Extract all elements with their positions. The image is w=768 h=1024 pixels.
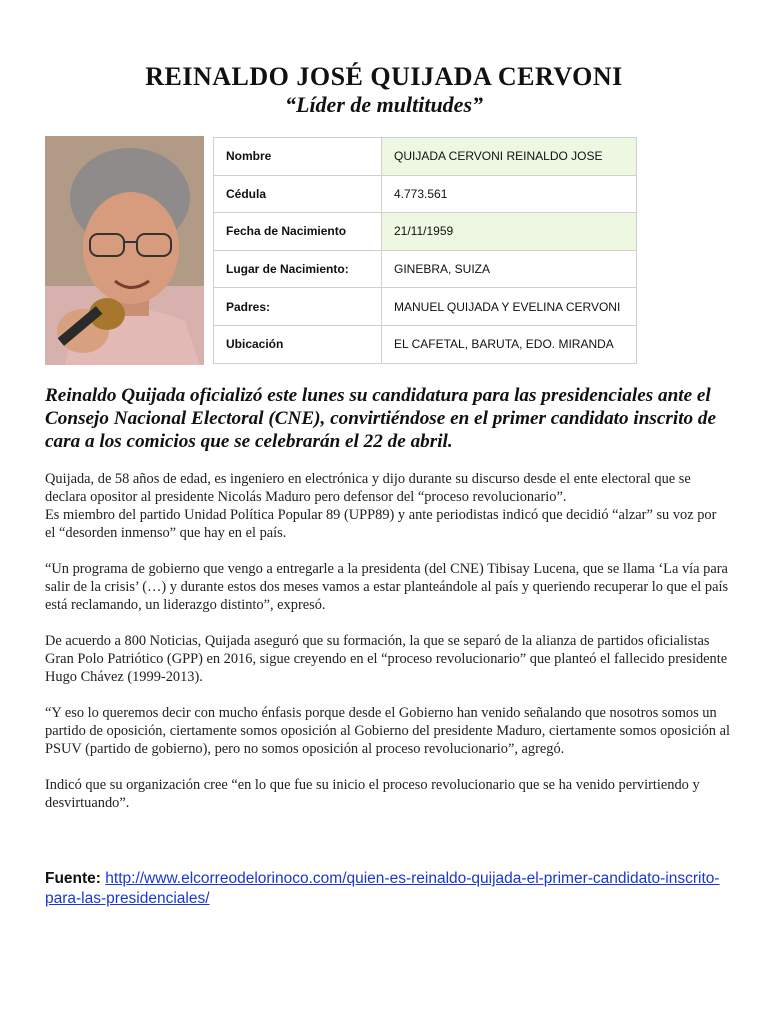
paragraph-text: Quijada, de 58 años de edad, es ingeniero en electrónica y dijo durante su discurso desde el ente electoral que se declara opositor al presidente Nicolás Maduro pero defensor del “proceso revolucionario”. [45, 471, 691, 505]
field-value: 21/11/1959 [382, 213, 637, 251]
table-row [214, 213, 637, 251]
field-label: Fecha de Nacimiento [214, 213, 382, 251]
field-label: Lugar de Nacimiento: [214, 250, 382, 288]
paragraph: “Y eso lo queremos decir con mucho énfasis porque desde el Gobierno han venido señalando que nosotros somos un partido de oposición, ciertamente somos oposición al Gobierno del presidente Maduro, ciertamente somos oposición al PSUV (partido de gobierno), pero no somos oposición al proceso revolucionario”, agregó. [45, 705, 730, 757]
profile-table [213, 137, 637, 364]
source-line [45, 869, 735, 909]
paragraph: Indicó que su organización cree “en lo que fue su inicio el proceso revolucionario que se ha venido pervirtiendo y desvirtuando”. [45, 777, 700, 811]
field-value: GINEBRA, SUIZA [382, 250, 637, 288]
article-body [45, 470, 730, 830]
paragraph: “Un programa de gobierno que vengo a entregarle a la presidenta (del CNE) Tibisay Lucena, que se llama ‘La vía para salir de la crisis’ (…) y durante estos dos meses vamos a estar planteándole al país y queriendo recuperar lo que el país está reclamando, un liderazgo distinto”, expresó. [45, 561, 729, 613]
lead-paragraph: Reinaldo Quijada oficializó este lunes su candidatura para las presidenciales ante el Consejo Nacional Electoral (CNE), convirtiéndose en el primer candidato inscrito de cara a los comicios que se celebrarán el 22 de abril. [45, 385, 717, 452]
table-row [214, 288, 637, 326]
paragraph: De acuerdo a 800 Noticias, Quijada aseguró que su formación, la que se separó de la alianza de partidos oficialistas Gran Polo Patriótico (GPP) en 2016, sigue creyendo en el “proceso revolucionario” que planteó el fallecido presidente Hugo Chávez (1999-2013). [45, 633, 728, 685]
page-title: REINALDO JOSÉ QUIJADA CERVONI [145, 62, 623, 91]
table-row [214, 325, 637, 363]
paragraph [45, 470, 730, 542]
field-label: Padres: [214, 288, 382, 326]
table-row [214, 138, 637, 176]
field-value: EL CAFETAL, BARUTA, EDO. MIRANDA [382, 325, 637, 363]
table-row [214, 250, 637, 288]
field-value: 4.773.561 [382, 175, 637, 213]
table-row [214, 175, 637, 213]
field-label: Ubicación [214, 325, 382, 363]
field-label: Nombre [214, 138, 382, 176]
field-label: Cédula [214, 175, 382, 213]
source-label: Fuente: [45, 870, 101, 887]
field-value: QUIJADA CERVONI REINALDO JOSE [382, 138, 637, 176]
portrait-photo [45, 136, 204, 365]
paragraph-text: Es miembro del partido Unidad Política Popular 89 (UPP89) y ante periodistas indicó que decidió “alzar” su voz por el “desorden inmenso” que hay en el país. [45, 507, 717, 541]
source-link[interactable]: http://www.elcorreodelorinoco.com/quien-es-reinaldo-quijada-el-primer-candidato-inscrito-para-las-presidenciales/ [45, 870, 720, 907]
field-value: MANUEL QUIJADA Y EVELINA CERVONI [382, 288, 637, 326]
page-subtitle: “Líder de multitudes” [285, 92, 483, 117]
